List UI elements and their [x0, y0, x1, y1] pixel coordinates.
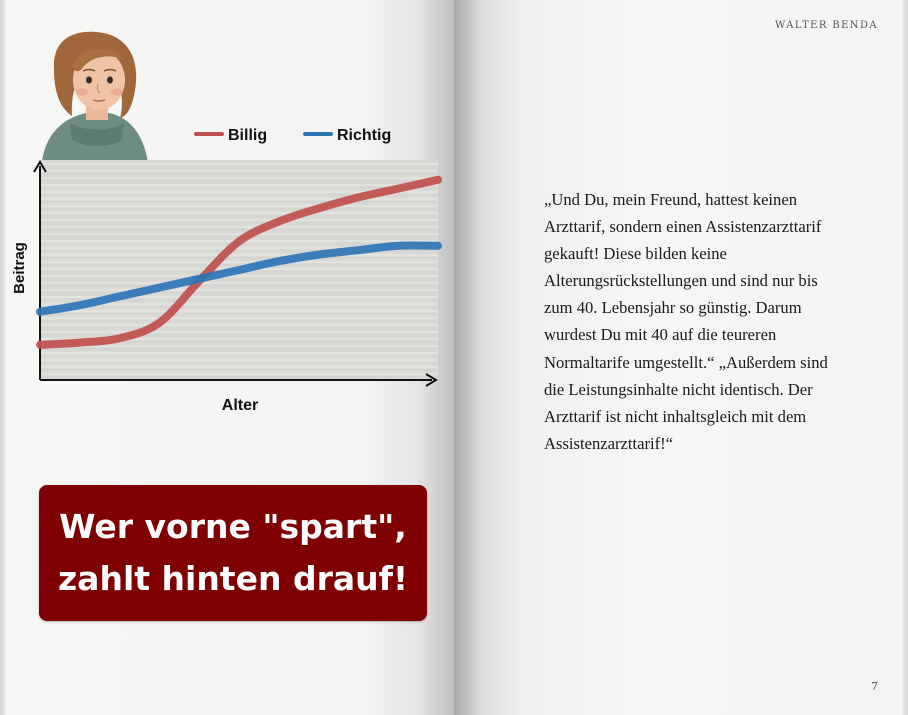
slogan-text — [58, 501, 408, 605]
girl-avatar-icon — [42, 32, 148, 162]
running-header-author: WALTER BENDA — [775, 20, 878, 31]
page-number: 7 — [871, 680, 878, 693]
right-page — [454, 0, 908, 715]
slogan-banner — [39, 485, 427, 621]
x-axis-label: Alter — [221, 397, 259, 414]
slogan-line-2: zahlt hinten drauf! — [57, 559, 409, 598]
y-axis-label: Beitrag — [11, 242, 28, 294]
slogan-line-1: Wer vorne "spart", — [59, 507, 407, 546]
legend-label-richtig: Richtig — [337, 127, 392, 144]
chart — [0, 0, 454, 420]
legend-label-billig: Billig — [228, 127, 268, 144]
page-edge — [902, 0, 908, 715]
quote-paragraph: „Und Du, mein Freund, hattest keinen Arzttarif, sondern einen Assistenzarzttarif gekauft! Diese bilden keine Alterungsrückstellungen und sind nur bis zum 40. Lebensjahr so günstig. Darum wurdest Du mit 40 auf die teureren Normaltarife umgestellt.“ „Außerdem sind die Leistungsinhalte nicht identisch. Der Arzttarif ist nicht inhaltsgleich mit dem Assistenzarzttarif!“ — [544, 190, 828, 453]
legend — [196, 127, 391, 144]
